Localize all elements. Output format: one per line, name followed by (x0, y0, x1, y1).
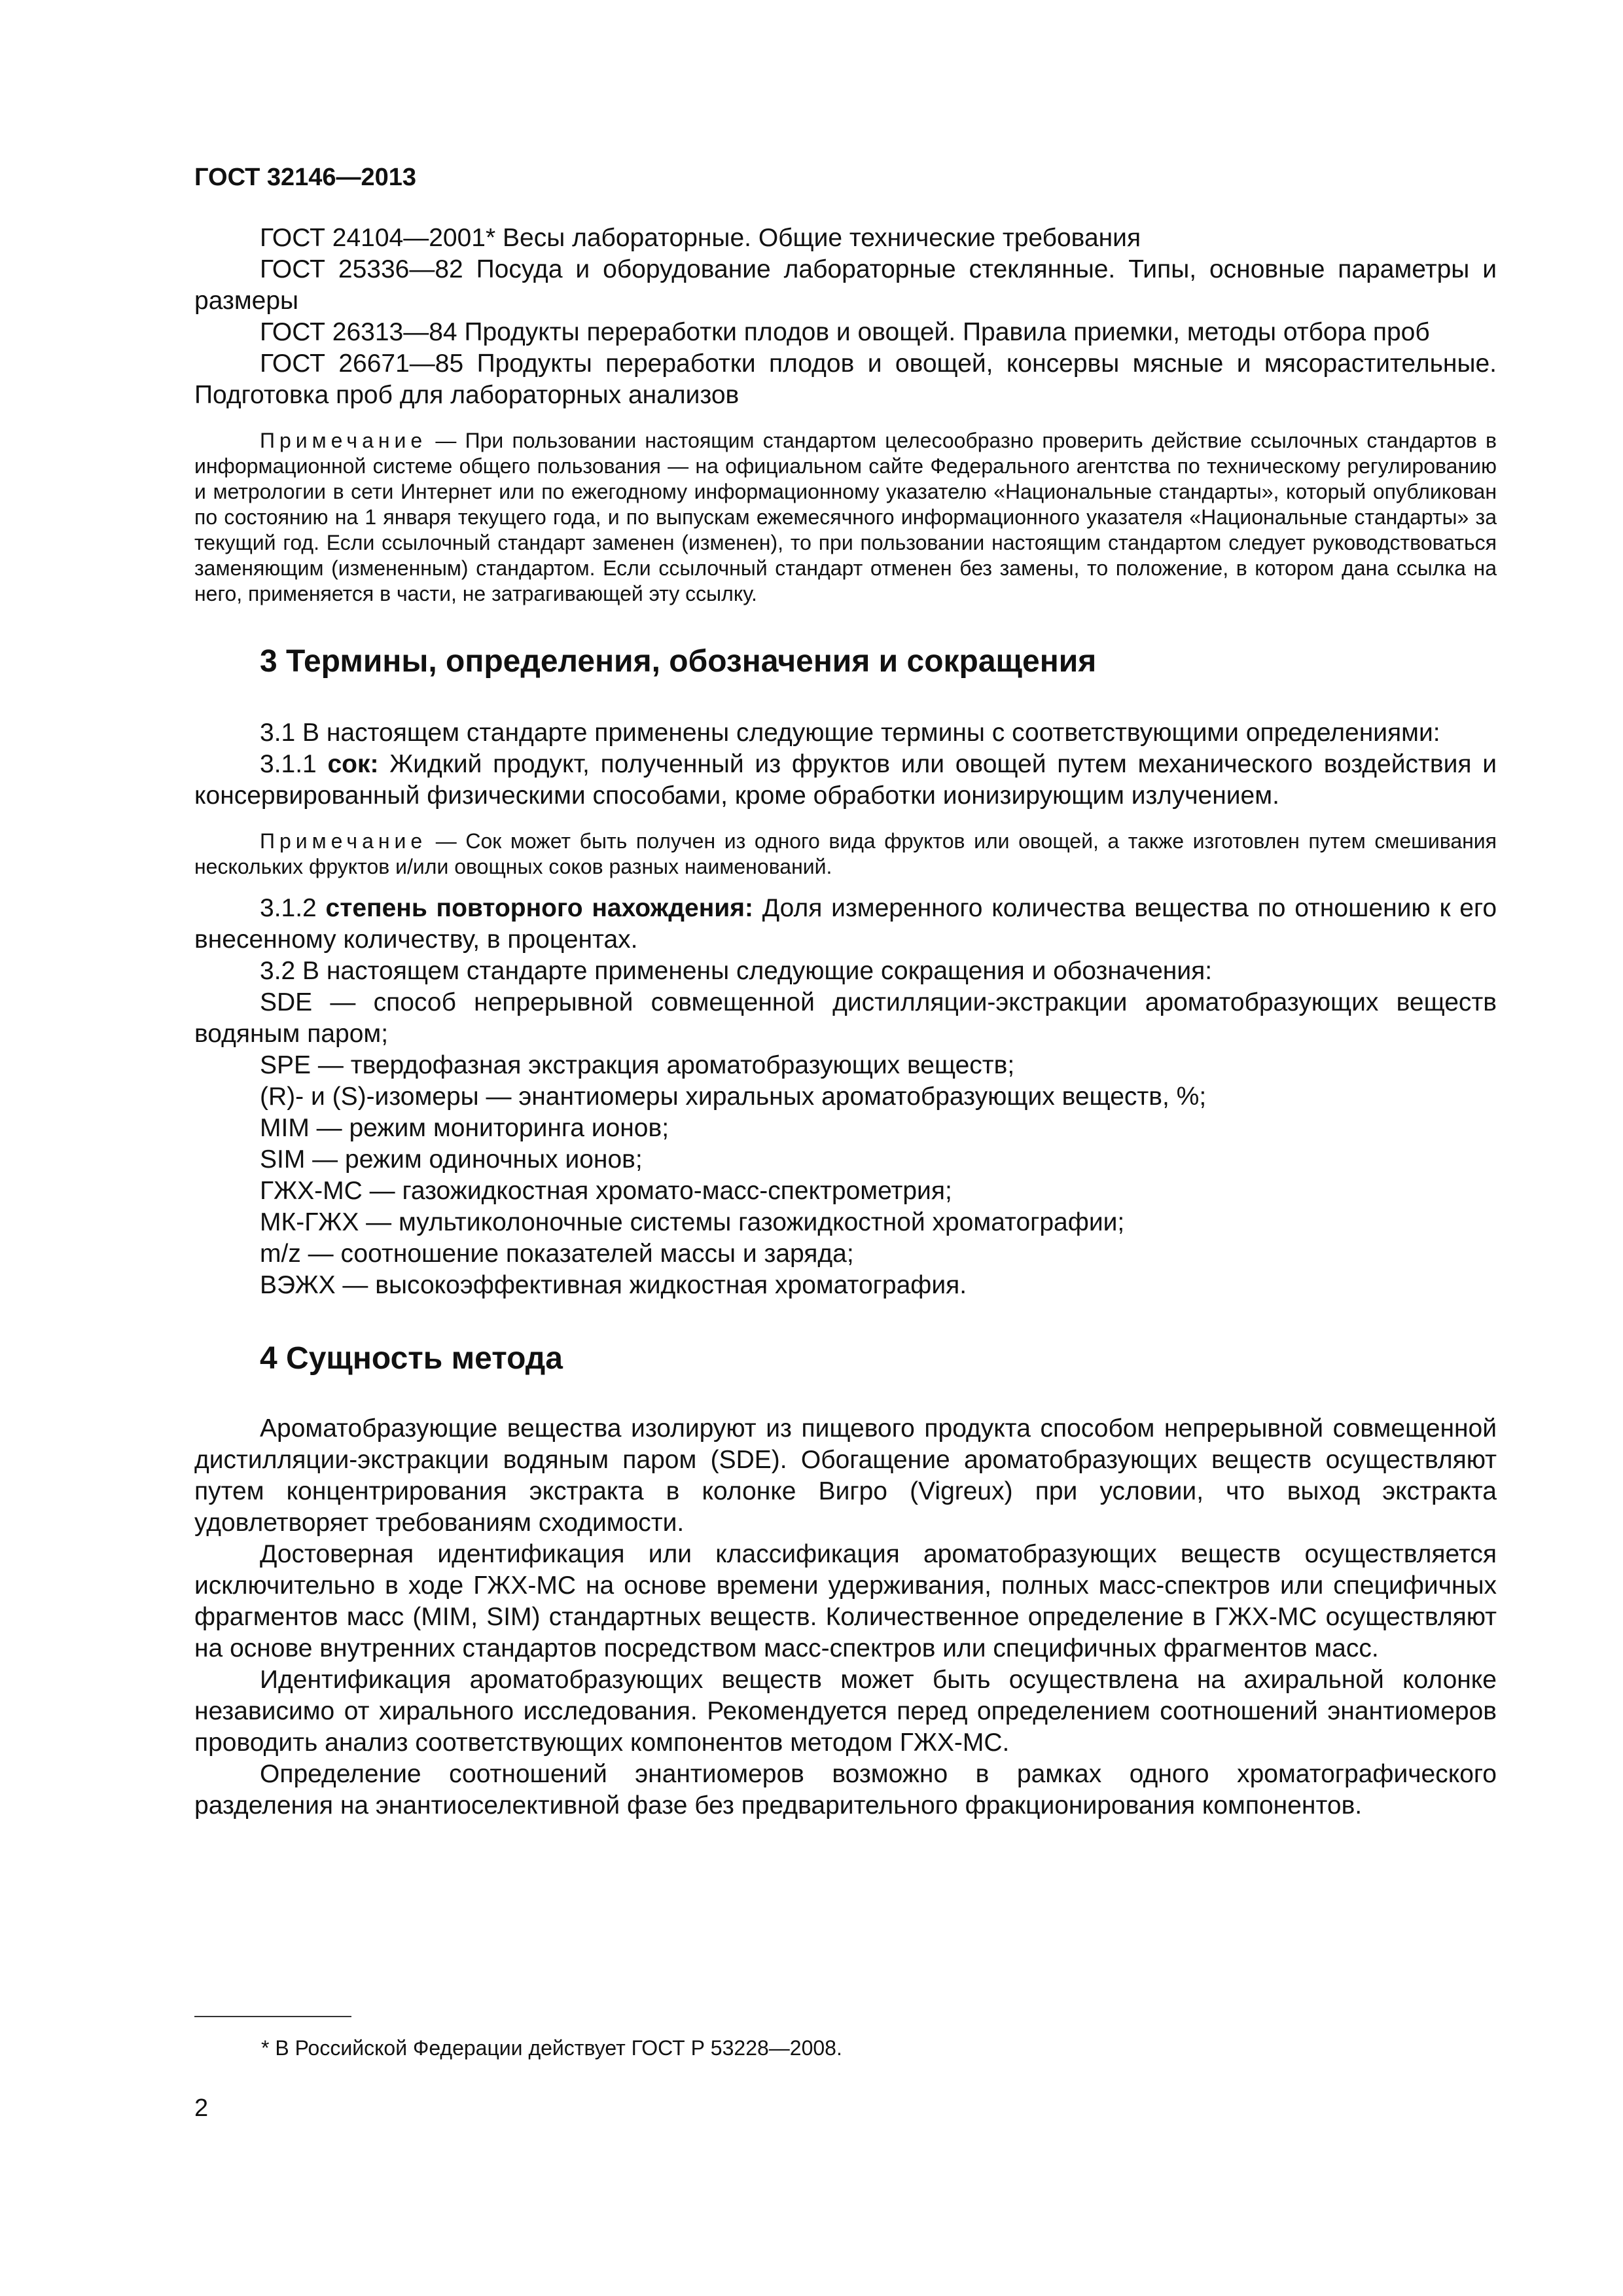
reference-gost-24104: ГОСТ 24104—2001* Весы лабораторные. Общие технические требования (260, 224, 1141, 252)
abbrev-mim: MIM — режим мониторинга ионов; (260, 1114, 669, 1142)
document-code-header: ГОСТ 32146—2013 (194, 164, 417, 191)
note-label: Примечание (260, 429, 427, 452)
page-number: 2 (194, 2094, 209, 2122)
abbrev-spe: SPE — твердофазная экстракция ароматобразующих веществ; (260, 1051, 1015, 1079)
reference-gost-26313: ГОСТ 26313—84 Продукты переработки плодов и овощей. Правила приемки, методы отбора проб (260, 318, 1430, 346)
definition-recovery: Доля измеренного количества вещества по отношению к его внесенному количеству, в процентах. (194, 894, 1497, 954)
paragraph-3-1-2 (194, 893, 1497, 956)
clause-number: 3.1.1 (260, 750, 317, 778)
footnote: * В Российской Федерации действует ГОСТ Р 53228—2008. (261, 2036, 842, 2060)
section-4-title: 4 Сущность метода (260, 1341, 563, 1376)
note-juice (194, 829, 1497, 880)
note-label: Примечание (260, 829, 427, 853)
term-recovery: степень повторного нахождения: (325, 894, 753, 922)
section-3-title: 3 Термины, определения, обозначения и сокращения (260, 644, 1097, 679)
footnote-divider (194, 2016, 351, 2017)
page-body (194, 223, 1497, 1821)
note-text: — Сок может быть получен из одного вида фруктов или овощей, а также изготовлен путем смешивания нескольких фруктов и/или овощных соков разных наименований. (194, 829, 1497, 878)
paragraph-3-1-1 (194, 749, 1497, 812)
paragraph-3-1: 3.1 В настоящем стандарте применены следующие термины с соответствующими определениями: (260, 719, 1440, 747)
abbrev-hplc: ВЭЖХ — высокоэффективная жидкостная хроматография. (260, 1271, 967, 1299)
paragraph-3-2: 3.2 В настоящем стандарте применены следующие сокращения и обозначения: (260, 957, 1213, 985)
abbrev-gc-ms: ГЖХ-МС — газожидкостная хромато-масс-спектрометрия; (260, 1177, 952, 1205)
abbrev-sim: SIM — режим одиночных ионов; (260, 1145, 643, 1174)
definition-juice: Жидкий продукт, полученный из фруктов или овощей путем механического воздействия и консервированный физическими способами, кроме обработки ионизирующим излучением. (194, 750, 1497, 810)
essence-paragraph: Ароматобразующие вещества изолируют из пищевого продукта способом непрерывной совмещенной дистилляции-экстракции водяным паром (SDE). Обогащение ароматобразующих веществ осуществляют путем концентрирования экстракта в колонке Вигро (Vigreux) при условии, что выход экстракта удовлетворяет требованиям сходимости. (194, 1414, 1497, 1537)
term-juice: сок: (327, 750, 379, 778)
reference-gost-25336: ГОСТ 25336—82 Посуда и оборудование лабораторные стеклянные. Типы, основные параметры и размеры (194, 255, 1497, 315)
reference-gost-26671: ГОСТ 26671—85 Продукты переработки плодов и овощей, консервы мясные и мясорастительные. Подготовка проб для лабораторных анализов (194, 350, 1497, 409)
essence-paragraph: Определение соотношений энантиомеров возможно в рамках одного хроматографического разделения на энантиоселективной фазе без предварительного фракционирования компонентов. (194, 1760, 1497, 1820)
essence-paragraph: Достоверная идентификация или классификация ароматобразующих веществ осуществляется исключительно в ходе ГЖХ-МС на основе времени удерживания, полных масс-спектров или специфичных фрагментов масс (MIM, SIM) стандартных веществ. Количественное определение в ГЖХ-МС осуществляют на основе внутренних стандартов посредством масс-спектров или специфичных фрагментов масс. (194, 1540, 1497, 1662)
abbrev-mc-gc: МК-ГЖХ — мультиколоночные системы газожидкостной хроматографии; (260, 1208, 1125, 1236)
clause-number: 3.1.2 (260, 894, 317, 922)
essence-paragraph: Идентификация ароматобразующих веществ может быть осуществлена на ахиральной колонке независимо от хирального исследования. Рекомендуется перед определением соотношений энантиомеров проводить анализ соответствующих компонентов методом ГЖХ-МС. (194, 1666, 1497, 1757)
abbrev-mz: m/z — соотношение показателей массы и заряда; (260, 1240, 854, 1268)
note-references (194, 428, 1497, 607)
note-text: — При пользовании настоящим стандартом целесообразно проверить действие ссылочных стандартов в информационной системе общего пользования — на официальном сайте Федерального агентства по техническому регулированию и метрологии в сети Интернет или по ежегодному информационному указателю «Национальные стандарты», который опубликован по состоянию на 1 января текущего года, и по выпускам ежемесячного информационного указателя «Национальные стандарты» за текущий год. Если ссылочный стандарт заменен (изменен), то при пользовании настоящим стандартом следует руководствоваться заменяющим (измененным) стандартом. Если ссылочный стандарт отменен без замены, то положение, в котором дана ссылка на него, применяется в части, не затрагивающей эту ссылку. (194, 429, 1497, 605)
abbrev-isomers: (R)- и (S)-изомеры — энантиомеры хиральных ароматобразующих веществ, %; (260, 1083, 1207, 1111)
abbrev-sde: SDE — способ непрерывной совмещенной дистилляции-экстракции ароматобразующих веществ водяным паром; (194, 988, 1497, 1048)
